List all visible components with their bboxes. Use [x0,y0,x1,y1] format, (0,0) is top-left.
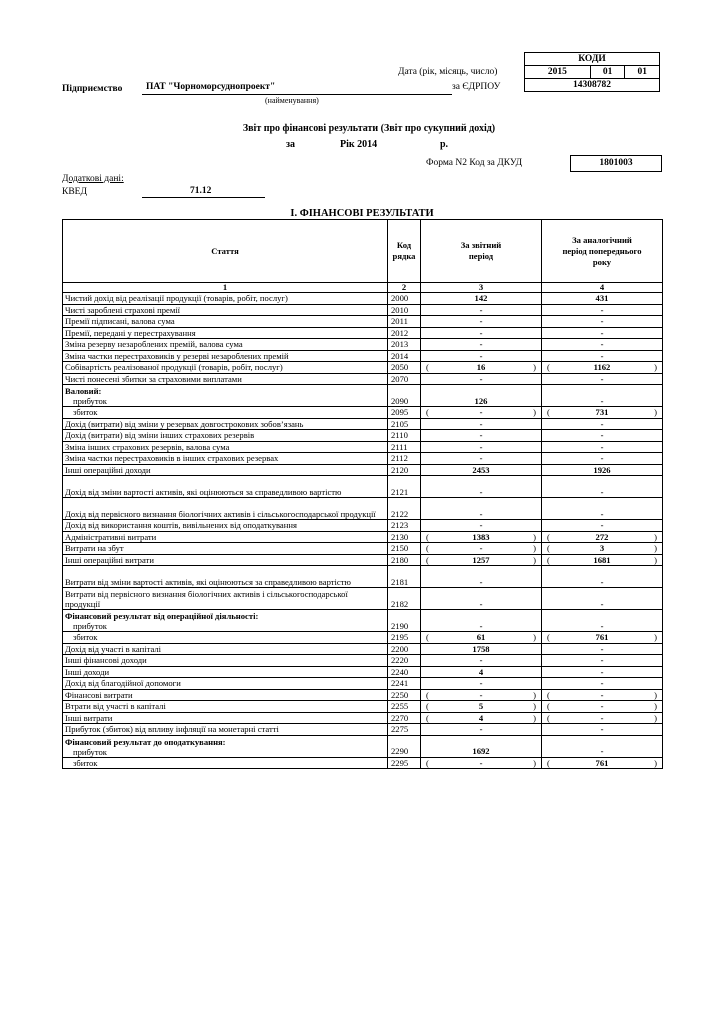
paren-close: ) [654,712,657,723]
edrpou-code: 14308782 [525,79,660,92]
paren-close: ) [533,531,536,542]
paren-open: ( [426,689,429,700]
parenthesized-value [423,690,539,701]
row-current-value: 1692 [421,735,542,757]
row-previous-value-cell [542,757,663,769]
table-body [63,293,663,769]
header-code: Код рядка [388,220,421,283]
row-label: збиток [63,407,388,419]
parenthesized-value [544,758,660,769]
row-current-value-cell [421,712,542,724]
codes-header: КОДИ [525,53,660,66]
row-label: Премії, передані у перестрахування [63,327,388,339]
period-value: Рік 2014 [340,139,378,150]
paren-open: ( [426,701,429,711]
row-current-value-cell [421,407,542,419]
table-row [63,304,663,316]
row-code: 2200 [388,643,421,655]
row-previous-value: - [542,678,663,690]
row-code: 2290 [388,735,421,757]
row-previous-value: - [542,666,663,678]
paren-close: ) [533,554,536,565]
row-code: 2255 [388,701,421,713]
table-row [63,689,663,701]
table-row [63,385,663,407]
row-previous-value-cell [542,543,663,555]
parenthesized-value [544,543,660,554]
row-current-value: - [421,327,542,339]
row-label: Інші операційні витрати [63,554,388,566]
col-number-1: 1 [63,283,388,293]
header-article: Стаття [63,220,388,283]
row-previous-value-cell [542,362,663,374]
paren-open: ( [426,362,429,372]
enterprise-underline [142,94,452,95]
parenthesized-value [544,555,660,566]
row-label: Дохід від первісного визнання біологічних активів і сільськогосподарської продукції [63,498,388,520]
row-label: збиток [63,632,388,644]
row-code: 2295 [388,757,421,769]
table-row [63,453,663,465]
row-code: 2250 [388,689,421,701]
row-previous-value: - [542,441,663,453]
header-current: За звітний період [421,220,542,283]
parenthesized-value [544,713,660,724]
row-label: Дохід від участі в капіталі [63,643,388,655]
row-current-value: - [421,520,542,532]
row-current-value: 1257 [472,554,490,565]
paren-close: ) [654,701,657,711]
row-previous-value: - [542,643,663,655]
row-previous-value: - [542,327,663,339]
row-label: Адміністративні витрати [63,531,388,543]
row-current-value-cell [421,362,542,374]
paren-close: ) [654,543,657,553]
row-previous-value: - [542,735,663,757]
paren-open: ( [426,531,429,542]
row-label: Чистий дохід від реалізації продукції (товарів, робіт, послуг) [63,293,388,305]
table-row [63,407,663,419]
paren-open: ( [547,554,550,565]
row-previous-value: - [542,430,663,442]
table-row [63,293,663,305]
row-current-value: - [421,350,542,362]
table-row [63,666,663,678]
parenthesized-value [423,407,539,418]
row-previous-value-cell [542,701,663,713]
parenthesized-value [423,543,539,554]
row-current-value: 1758 [421,643,542,655]
date-month: 01 [590,66,625,79]
row-previous-value: - [542,350,663,362]
row-previous-value: - [542,316,663,328]
table-row [63,316,663,328]
row-label: Зміна резерву незароблених премій, валова сума [63,339,388,351]
parenthesized-value [544,632,660,643]
parenthesized-value [423,555,539,566]
paren-open: ( [426,712,429,723]
parenthesized-value [544,690,660,701]
row-previous-value: - [542,655,663,667]
row-current-value: - [421,610,542,632]
row-label: Дохід (витрати) від зміни інших страхових резервів [63,430,388,442]
table-row [63,757,663,769]
table-row [63,362,663,374]
row-current-value: - [479,543,483,553]
table-row [63,327,663,339]
row-previous-value: 1162 [593,362,611,372]
row-current-value: 16 [476,362,486,372]
row-code: 2095 [388,407,421,419]
row-previous-value: - [542,418,663,430]
table-row [63,610,663,632]
row-previous-value: 1926 [542,464,663,476]
paren-open: ( [547,757,550,768]
row-label: Зміна частки перестраховиків у резерві незароблених премій [63,350,388,362]
row-current-value: 4 [478,712,484,723]
table-row [63,701,663,713]
parenthesized-value [544,701,660,712]
row-code: 2105 [388,418,421,430]
paren-close: ) [533,543,536,553]
parenthesized-value [423,713,539,724]
row-code: 2121 [388,476,421,498]
row-previous-value: - [600,689,604,700]
row-current-value-cell [421,543,542,555]
table-row [63,430,663,442]
kved-label: КВЕД [62,187,87,197]
table-row [63,464,663,476]
row-code: 2181 [388,566,421,588]
paren-close: ) [533,701,536,711]
date-year: 2015 [525,66,591,79]
row-code: 2150 [388,543,421,555]
date-label: Дата (рік, місяць, число) [398,67,498,77]
row-previous-value-cell [542,712,663,724]
paren-open: ( [547,632,550,642]
table-row [63,735,663,757]
row-group-heading: Фінансовий результат від операційної діяльності: [65,611,259,621]
paren-close: ) [654,362,657,372]
row-previous-value: - [600,701,604,711]
paren-open: ( [547,407,550,417]
parenthesized-value [423,758,539,769]
row-label: Зміна інших страхових резервів, валова сума [63,441,388,453]
col-number-2: 2 [388,283,421,293]
col-number-4: 4 [542,283,663,293]
row-current-value: 2453 [421,464,542,476]
row-label: збиток [63,757,388,769]
col-number-3: 3 [421,283,542,293]
enterprise-label: Підприємство [62,84,123,94]
row-previous-value-cell [542,407,663,419]
parenthesized-value [423,632,539,643]
row-current-value: - [421,498,542,520]
paren-close: ) [533,689,536,700]
row-code: 2275 [388,724,421,736]
row-current-value: - [421,339,542,351]
row-current-value: - [479,689,483,700]
parenthesized-value [423,701,539,712]
table-row [63,632,663,644]
parenthesized-value [544,362,660,373]
row-code: 2240 [388,666,421,678]
row-current-value-cell [421,554,542,566]
row-previous-value: - [542,566,663,588]
row-previous-value: 761 [595,757,609,768]
row-label: Фінансові витрати [63,689,388,701]
row-label: Втрати від участі в капіталі [63,701,388,713]
table-row [63,712,663,724]
table-row [63,498,663,520]
paren-close: ) [533,362,536,372]
row-current-value: - [421,566,542,588]
name-hint: (найменування) [265,96,319,105]
row-previous-value: - [542,520,663,532]
table-row [63,588,663,610]
paren-close: ) [654,407,657,417]
row-code: 2112 [388,453,421,465]
row-code: 2110 [388,430,421,442]
paren-close: ) [654,689,657,700]
row-label: Інші доходи [63,666,388,678]
row-current-value-cell [421,531,542,543]
parenthesized-value [544,532,660,543]
form-label: Форма N2 Код за ДКУД [426,158,523,168]
period-prefix: за [286,139,296,150]
row-current-value: - [421,678,542,690]
table-row [63,724,663,736]
row-code: 2182 [388,588,421,610]
row-code: 2180 [388,554,421,566]
row-current-value: - [421,373,542,385]
paren-open: ( [426,554,429,565]
row-previous-value: - [542,610,663,632]
paren-open: ( [426,543,429,553]
row-current-value: - [421,655,542,667]
table-row [63,441,663,453]
row-label: Інші витрати [63,712,388,724]
row-code: 2014 [388,350,421,362]
row-label: Чисті понесені збитки за страховими виплатами [63,373,388,385]
table-row [63,350,663,362]
date-day: 01 [625,66,660,79]
enterprise-name: ПАТ "Чорноморсуднопроект" [146,82,276,92]
row-previous-value: 272 [595,531,609,542]
row-current-value: - [421,441,542,453]
row-current-value-cell [421,632,542,644]
row-group-heading: Фінансовий результат до оподаткування: [65,736,226,747]
row-previous-value: - [542,339,663,351]
section-title: І. ФІНАНСОВІ РЕЗУЛЬТАТИ [290,208,434,219]
edrpou-label: за ЄДРПОУ [452,82,501,92]
table-row [63,373,663,385]
table-row [63,418,663,430]
row-label: Інші фінансові доходи [63,655,388,667]
row-current-value: 5 [478,701,484,711]
table-row [63,554,663,566]
paren-open: ( [547,543,550,553]
row-label: Собівартість реалізованої продукції (товарів, робіт, послуг) [63,362,388,374]
table-row [63,543,663,555]
row-current-value: 142 [421,293,542,305]
row-current-value: - [421,588,542,610]
row-current-value: - [421,316,542,328]
table-header-row [63,220,663,283]
row-previous-value-cell [542,531,663,543]
form-code: 1801003 [570,155,662,172]
row-current-value: - [421,304,542,316]
row-label: Витрати від первісного визнання біологічних активів і сільськогосподарської продукції [63,588,388,610]
row-current-value: - [421,453,542,465]
row-label: Інші операційні доходи [63,464,388,476]
table-row [63,566,663,588]
row-label [63,385,388,407]
row-current-value: 61 [476,632,486,642]
row-current-value-cell [421,701,542,713]
row-current-value: - [421,476,542,498]
row-code: 2013 [388,339,421,351]
paren-open: ( [426,757,429,768]
row-label: Витрати на збут [63,543,388,555]
row-code: 2190 [388,610,421,632]
row-label: Премії підписані, валова сума [63,316,388,328]
financial-results-table [62,219,663,769]
paren-close: ) [654,632,657,642]
row-code: 2090 [388,385,421,407]
parenthesized-value [423,532,539,543]
table-row [63,678,663,690]
period-suffix: р. [440,139,449,150]
row-previous-value: 1681 [593,554,611,565]
row-previous-value: 731 [595,407,609,417]
row-code: 2011 [388,316,421,328]
parenthesized-value [544,407,660,418]
row-code: 2070 [388,373,421,385]
row-group-heading: Валовий: [65,386,102,396]
row-label: Зміна частки перестраховиків в інших страхових резервах [63,453,388,465]
row-previous-value: - [542,498,663,520]
row-current-value: - [479,757,483,768]
row-code: 2241 [388,678,421,690]
row-code: 2130 [388,531,421,543]
row-label: Витрати від зміни вартості активів, які оцінюються за справедливою вартістю [63,566,388,588]
row-previous-value: 761 [595,632,609,642]
table-row [63,531,663,543]
row-current-value: - [479,407,483,417]
row-current-value-cell [421,689,542,701]
row-current-value: 4 [421,666,542,678]
row-previous-value: - [542,373,663,385]
paren-open: ( [426,407,429,417]
kved-value: 71.12 [190,186,212,196]
row-previous-value-cell [542,632,663,644]
paren-close: ) [654,757,657,768]
paren-open: ( [547,701,550,711]
row-code: 2123 [388,520,421,532]
row-label: Прибуток (збиток) від впливу інфляції на монетарні статті [63,724,388,736]
row-current-value-cell [421,757,542,769]
table-numbering-row [63,283,663,293]
row-previous-value: - [600,712,604,723]
row-previous-value: 431 [542,293,663,305]
row-code: 2010 [388,304,421,316]
paren-close: ) [654,531,657,542]
paren-open: ( [547,362,550,372]
paren-close: ) [533,407,536,417]
row-label [63,610,388,632]
row-current-value: 1383 [472,531,490,542]
paren-open: ( [547,712,550,723]
report-title: Звіт про фінансові результати (Звіт про сукупний дохід) [242,123,496,134]
row-previous-value: - [542,588,663,610]
row-code: 2122 [388,498,421,520]
table-row [63,643,663,655]
table-row [63,655,663,667]
row-current-value: - [421,418,542,430]
row-previous-value: - [542,476,663,498]
row-label: Дохід від благодійної допомоги [63,678,388,690]
row-previous-value: - [542,724,663,736]
row-label: Чисті зароблені страхові премії [63,304,388,316]
paren-open: ( [547,531,550,542]
row-sublabel: прибуток [73,746,107,757]
row-previous-value: - [542,304,663,316]
row-label [63,735,388,757]
row-current-value: 126 [421,385,542,407]
paren-open: ( [426,632,429,642]
paren-close: ) [533,632,536,642]
parenthesized-value [423,362,539,373]
paren-close: ) [533,712,536,723]
header-previous: За аналогічний період попереднього року [542,220,663,283]
table-row [63,339,663,351]
extra-label: Додаткові дані: [62,174,124,184]
row-code: 2050 [388,362,421,374]
row-label: Дохід (витрати) від зміни у резервах довгострокових зобов’язань [63,418,388,430]
row-previous-value: - [542,453,663,465]
row-current-value: - [421,724,542,736]
row-sublabel: прибуток [73,396,107,406]
row-previous-value-cell [542,689,663,701]
row-current-value: - [421,430,542,442]
row-code: 2120 [388,464,421,476]
row-label: Дохід від використання коштів, вивільнених від оподаткування [63,520,388,532]
row-code: 2111 [388,441,421,453]
row-sublabel: прибуток [73,621,107,631]
row-code: 2195 [388,632,421,644]
table-row [63,520,663,532]
row-code: 2270 [388,712,421,724]
paren-close: ) [654,554,657,565]
paren-close: ) [533,757,536,768]
row-previous-value: 3 [599,543,605,553]
row-previous-value: - [542,385,663,407]
row-label: Дохід від зміни вартості активів, які оцінюються за справедливою вартістю [63,476,388,498]
row-previous-value-cell [542,554,663,566]
row-code: 2012 [388,327,421,339]
row-code: 2220 [388,655,421,667]
paren-open: ( [547,689,550,700]
kved-underline [142,197,265,198]
codes-box [524,52,660,92]
row-code: 2000 [388,293,421,305]
table-row [63,476,663,498]
